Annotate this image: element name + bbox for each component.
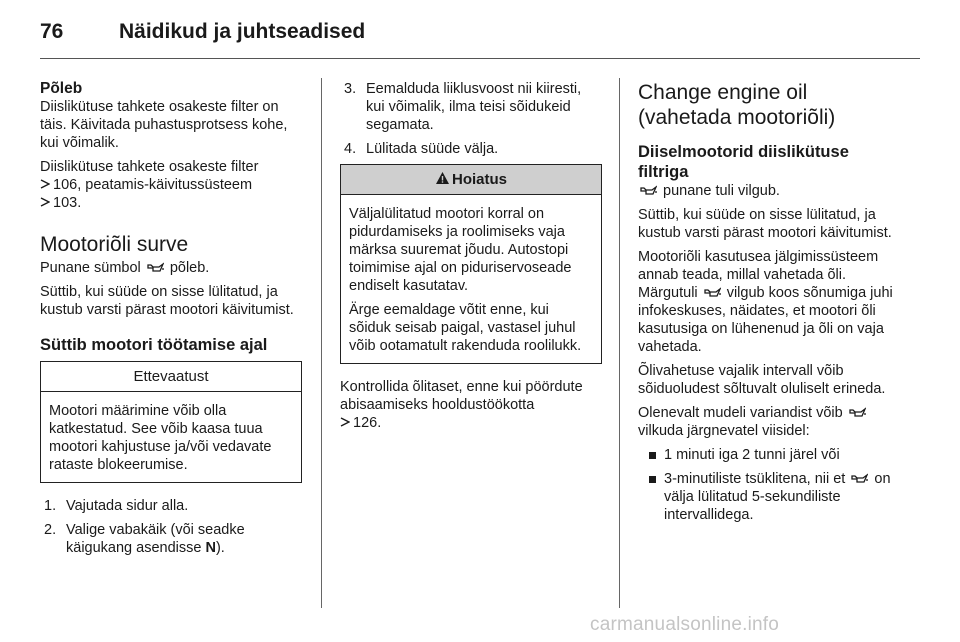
steps-list-2 [340,80,602,158]
caution-title: Ettevaatust [41,362,301,392]
page-ref-arrow-icon [40,179,50,189]
oil-pressure-lights-text: Süttib, kui süüde on sisse lülitatud, ja kustub varsti pärast mootori käivitumist. [40,284,294,318]
filter-ref-link[interactable]: 106, peatamis-käivitussüsteem [53,177,253,193]
variant-text: Olenevalt mudeli variandist võib vilkuda järgnevatel viisidel: [638,404,908,440]
list-item: 1 minuti iga 2 tunni järel või [638,446,908,464]
filter-reference [40,158,302,212]
warning-triangle-icon [435,171,450,185]
warning-box [340,164,602,364]
bullet-square-icon [649,452,656,459]
symbol-line: Punane sümbol põleb. [40,260,210,276]
oil-change-icon [849,407,866,417]
monitor-text: Mootoriõli kasutusea jälgimissüsteem annab teada, millal vahetada õli. Märgutuli vilgub koos sõnumiga juhi infokeskuses, näidates, et mootori õli kasutusiga on lühenenud ja õli on vaja vahetada. [638,249,893,355]
warning-text-2: Ärge eemaldage võtit enne, kui sõiduk seisab paigal, vastasel juhul võib ootamatult rakenduda roolilukk. [349,302,582,354]
list-item: 1. Vajutada sidur alla. [44,498,189,514]
blink-modes-list [638,446,908,524]
section-title-change-oil: Change engine oil (vahetada mootoriõli) [638,81,836,129]
page-header [40,14,920,60]
column-divider-1 [321,78,322,608]
list-item: 3. Eemalduda liiklusvoost nii kiiresti, kui võimalik, ilma teisi sõidukeid segamata. [344,81,582,133]
bullet-square-icon [649,476,656,483]
red-light-line: punane tuli vilgub. [638,182,908,200]
change-oil-lights-text: Süttib, kui süüde on sisse lülitatud, ja kustub varsti pärast mootori käivitumist. [638,207,892,241]
subheading-engine-running: Süttib mootori töötamise ajal [40,336,268,354]
interval-text: Õlivahetuse vajalik intervall võib sõiduoludest sõltuvalt oluliselt erineda. [638,363,886,397]
page-number: 76 [40,20,64,43]
service-ref-link[interactable]: 126. [353,415,382,431]
column-1 [40,80,302,563]
steps-list-1 [40,497,302,557]
watermark: carmanualsonline.info [590,614,780,635]
poleb-text: Diislikütuse tahkete osakeste filter on täis. Käivitada puhastusprotsess kohe, kui võimalik. [40,99,288,151]
oil-check-text: Kontrollida õlitaset, enne kui pöördute abisaamiseks hooldustöökotta 126. [340,379,583,431]
oil-change-icon [640,185,657,195]
warning-text-1: Väljalülitatud mootori korral on pidurdamiseks ja roolimiseks vaja märksa suuremat jõudu. Autostopi toimimise ajal on piduriservoseade endiselt kasutatav. [349,206,572,294]
oil-change-icon [704,287,721,297]
header-rule [40,58,920,59]
caution-box [40,361,302,483]
list-item: 2. Valige vabakäik (või seadke käigukang asendisse N). [44,522,245,556]
warning-title: Hoiatus [451,171,507,188]
neutral-gear-label: N [205,540,216,556]
poleb-heading: Põleb [40,80,83,97]
column-3 [638,80,908,530]
section-title-oil-pressure: Mootoriõli surve [40,233,189,256]
filter-ref-text: Diislikütuse tahkete osakeste filter [40,159,259,175]
column-divider-2 [619,78,620,608]
caution-text: Mootori määrimine võib olla katkestatud. See võib kaasa tuua mootori kahjustuse ja/või vedavate rataste blokeerumise. [49,403,272,473]
stop-start-ref-link[interactable]: 103. [53,195,82,211]
page-ref-arrow-icon [340,417,350,427]
list-item: 3-minutiliste tsüklitena, nii et on välja lülitatud 5-sekundiliste intervallidega. [638,470,908,524]
header-title: Näidikud ja juhtseadised [119,20,366,43]
column-2 [340,80,602,432]
oil-pressure-icon [147,262,164,272]
list-item: 4. Lülitada süüde välja. [344,141,499,157]
page-ref-arrow-icon [40,197,50,207]
oil-change-icon [851,473,868,483]
subheading-diesel: Diiselmootorid diislikütuse filtriga [638,143,849,181]
warning-header [341,165,601,195]
